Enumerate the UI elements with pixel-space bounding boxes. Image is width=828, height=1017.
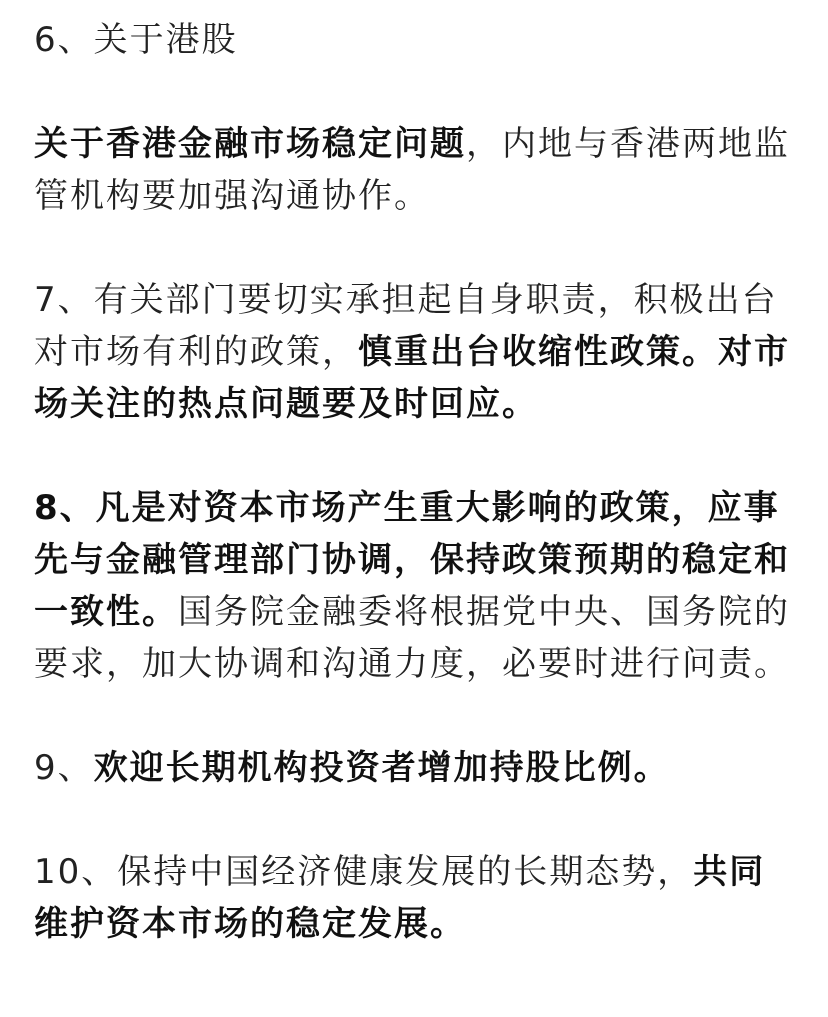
paragraph-item-10 bbox=[34, 846, 800, 950]
paragraph-text: 6、关于港股 bbox=[34, 20, 238, 60]
paragraph-text-bold: 欢迎长期机构投资者增加持股比例。 bbox=[93, 748, 670, 788]
paragraph-item-9 bbox=[34, 742, 800, 794]
paragraph-text: ，内地与香港两地监管机构要加强沟通协作。 bbox=[34, 124, 790, 216]
paragraph-text-bold: 共同维护资本市场的稳定发展。 bbox=[34, 852, 766, 944]
paragraph-item-8 bbox=[34, 482, 800, 690]
paragraph-text: 7、有关部门要切实承担起自身职责，积极出台对市场有利的政策， bbox=[34, 280, 778, 372]
paragraph-item-7 bbox=[34, 274, 800, 430]
paragraph-text-bold: 8、凡是对资本市场产生重大影响的政策，应事先与金融管理部门协调，保持政策预期的稳定和一致性。 bbox=[34, 488, 790, 632]
paragraph-text: 10、保持中国经济健康发展的长期态势， bbox=[34, 852, 694, 892]
paragraph-item-6-body bbox=[34, 118, 800, 222]
paragraph-text-bold: 慎重出台收缩性政策。对市场关注的热点问题要及时回应。 bbox=[34, 332, 790, 424]
paragraph-text: 9、 bbox=[34, 748, 94, 788]
paragraph-item-6 bbox=[34, 14, 800, 66]
paragraph-text-bold: 关于香港金融市场稳定问题 bbox=[34, 124, 466, 164]
paragraph-text: 国务院金融委将根据党中央、国务院的要求，加大协调和沟通力度，必要时进行问责。 bbox=[34, 592, 790, 684]
